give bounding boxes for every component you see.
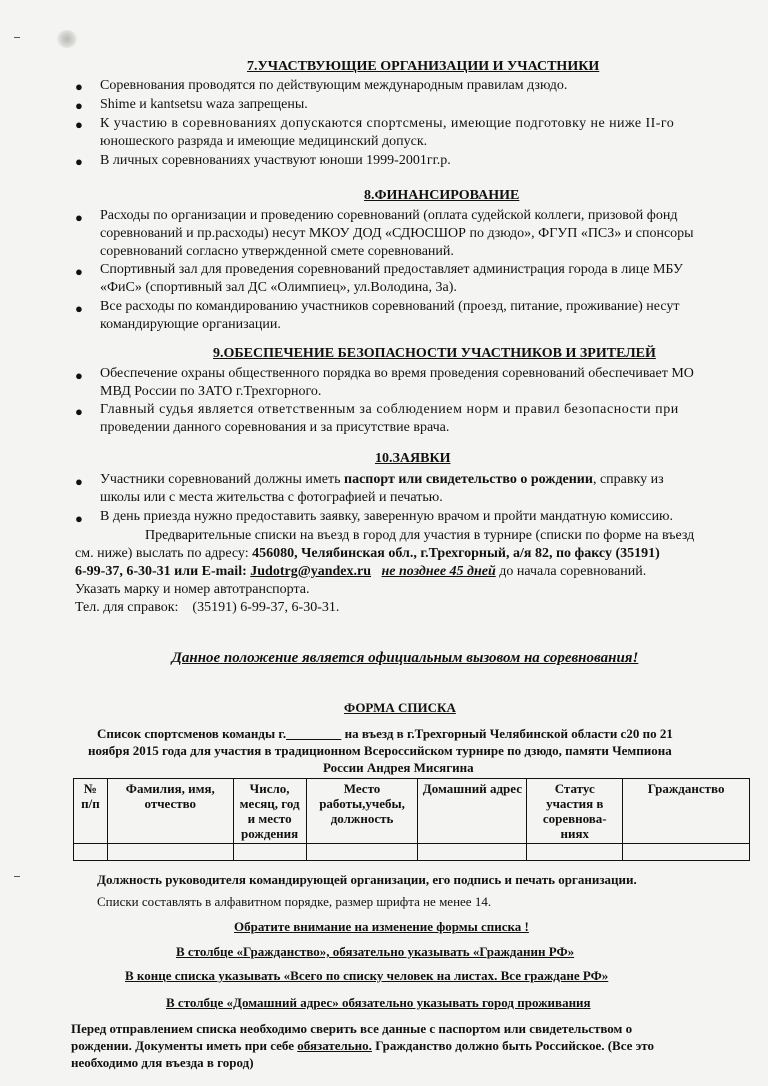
participant-list-table bbox=[73, 778, 750, 861]
s7-item-2: Shime и kantsetsu waza запрещены. bbox=[100, 97, 308, 112]
s8-item-1-line-2: соревнований и пр.расходы) несут МКОУ ДОД «СДЮСШОР по дзюдо», ФГУП «ПСЗ» и спонсоры bbox=[100, 226, 694, 241]
table-row bbox=[74, 844, 750, 861]
form-intro-line-3: России Андрея Мисягина bbox=[323, 760, 474, 775]
bullet-icon: ● bbox=[75, 368, 83, 383]
alphabet-note: Списки составлять в алфавитном порядке, размер шрифта не менее 14. bbox=[97, 894, 492, 909]
col-header-birth: Число, месяц, год и место рождения bbox=[233, 779, 306, 844]
col-header-citizenship: Гражданство bbox=[623, 779, 750, 844]
col-header-work: Место работы,учебы, должность bbox=[306, 779, 418, 844]
bullet-icon: ● bbox=[75, 511, 83, 526]
s7-item-3-line-1: К участию в соревнованиях допускаются спортсмены, имеющие подготовку не ниже II-го bbox=[100, 116, 675, 131]
s8-item-3-line-2: командирующие организации. bbox=[100, 317, 281, 332]
table-cell bbox=[527, 844, 623, 861]
s10-item-2: В день приезда нужно предоставить заявку, заверенную врачом и пройти мандатную комиссию. bbox=[100, 509, 674, 524]
s8-item-1-line-3: соревнований согласно утвержденной смете соревнований. bbox=[100, 244, 454, 259]
s10-para-line-3: 6-99-37, 6-30-31 или E-mail: Judotrg@yandex.ru не позднее 45 дней до начала соревнований. bbox=[75, 564, 647, 579]
bullet-icon: ● bbox=[75, 404, 83, 419]
form-title: ФОРМА СПИСКА bbox=[344, 700, 456, 715]
s8-item-3-line-1: Все расходы по командированию участников соревнований (проезд, питание, проживание) несут bbox=[100, 299, 680, 314]
table-header-row bbox=[74, 779, 750, 844]
s10-item-1-line-1: Участники соревнований должны иметь паспорт или свидетельство о рождении, справку из bbox=[100, 472, 664, 487]
signature-note: Должность руководителя командирующей организации, его подпись и печать организации. bbox=[97, 872, 637, 887]
bullet-icon: ● bbox=[75, 98, 83, 113]
end-of-list-note: В конце списка указывать «Всего по списку человек на листах. Все граждане РФ» bbox=[125, 968, 609, 983]
col-header-address: Домашний адрес bbox=[418, 779, 527, 844]
attention-note: Обратите внимание на изменение формы списка ! bbox=[234, 919, 529, 934]
citizenship-note: В столбце «Гражданство», обязательно указывать «Гражданин РФ» bbox=[176, 944, 575, 959]
bullet-icon: ● bbox=[75, 117, 83, 132]
table-cell bbox=[306, 844, 418, 861]
phone-line: Тел. для справок: (35191) 6-99-37, 6-30-31. bbox=[75, 600, 340, 615]
table-cell bbox=[418, 844, 527, 861]
scan-smudge bbox=[56, 30, 78, 48]
section-7-title: 7.УЧАСТВУЮЩИЕ ОРГАНИЗАЦИИ И УЧАСТНИКИ bbox=[247, 59, 600, 74]
bullet-icon: ● bbox=[75, 474, 83, 489]
section-8-title: 8.ФИНАНСИРОВАНИЕ bbox=[364, 188, 520, 203]
email-link[interactable]: Judotrg@yandex.ru bbox=[250, 564, 372, 579]
bullet-icon: ● bbox=[75, 154, 83, 169]
s9-item-2-line-2: проведении данного соревнования и за присутствие врача. bbox=[100, 420, 450, 435]
form-intro-line-2: ноября 2015 года для участия в традиционном Всероссийском турнире по дзюдо, памяти Чемпиона bbox=[88, 743, 672, 758]
s9-item-1-line-2: МВД России по ЗАТО г.Трехгорного. bbox=[100, 384, 322, 399]
edge-mark bbox=[14, 876, 20, 877]
s7-item-1: Соревнования проводятся по действующим международным правилам дзюдо. bbox=[100, 78, 568, 93]
col-header-status: Статус участия в соревнова-ниях bbox=[527, 779, 623, 844]
form-intro-line-1: Список спортсменов команды г. на въезд в г.Трехгорный Челябинской области с20 по 21 bbox=[97, 726, 673, 741]
s7-item-4: В личных соревнованиях участвуют юноши 1999-2001гг.р. bbox=[100, 153, 451, 168]
s9-item-2-line-1: Главный судья является ответственным за соблюдением норм и правил безопасности при bbox=[100, 402, 679, 417]
s10-para-line-2: см. ниже) выслать по адресу: 456080, Челябинская обл., г.Трехгорный, а/я 82, по факсу (35191) bbox=[75, 546, 660, 561]
s8-item-1-line-1: Расходы по организации и проведению соревнований (оплата судейской коллеги, призовой фонд bbox=[100, 208, 678, 223]
official-call: Данное положение является официальным вызовом на соревнования! bbox=[171, 650, 639, 666]
col-header-name: Фамилия, имя, отчество bbox=[107, 779, 233, 844]
bullet-icon: ● bbox=[75, 79, 83, 94]
section-9-title: 9.ОБЕСПЕЧЕНИЕ БЕЗОПАСНОСТИ УЧАСТНИКОВ И ЗРИТЕЛЕЙ bbox=[213, 346, 656, 361]
s7-item-3-line-2: юношеского разряда и имеющие медицинский допуск. bbox=[100, 134, 428, 149]
s8-item-2-line-2: «ФиС» (спортивный зал ДС «Олимпиец», ул.Володина, 3а). bbox=[100, 280, 457, 295]
edge-mark bbox=[14, 37, 20, 38]
bullet-icon: ● bbox=[75, 264, 83, 279]
final-note-line-1: Перед отправлением списка необходимо сверить все данные с паспортом или свидетельством о bbox=[71, 1021, 633, 1036]
s10-item-1-line-2: школы или с места жительства с фотографией и печатью. bbox=[100, 490, 443, 505]
final-note-line-3: необходимо для въезда в город) bbox=[71, 1055, 254, 1070]
table-cell bbox=[233, 844, 306, 861]
address-note: В столбце «Домашний адрес» обязательно указывать город проживания bbox=[166, 995, 591, 1010]
final-note-line-2: рождении. Документы иметь при себе обязательно. Гражданство должно быть Российское. (Все это bbox=[71, 1038, 655, 1053]
bullet-icon: ● bbox=[75, 301, 83, 316]
table-cell bbox=[623, 844, 750, 861]
s8-item-2-line-1: Спортивный зал для проведения соревнований предоставляет администрация города в лице МБУ bbox=[100, 262, 683, 277]
s9-item-1-line-1: Обеспечение охраны общественного порядка во время проведения соревнований обеспечивает МО bbox=[100, 366, 694, 381]
section-10-title: 10.ЗАЯВКИ bbox=[375, 451, 451, 466]
s10-para-line-1: Предварительные списки на въезд в город для участия в турнире (списки по форме на въезд bbox=[145, 528, 695, 543]
table-cell bbox=[74, 844, 108, 861]
table-cell bbox=[107, 844, 233, 861]
s10-para-line-4: Указать марку и номер автотранспорта. bbox=[75, 582, 310, 597]
col-header-number: № п/п bbox=[74, 779, 108, 844]
bullet-icon: ● bbox=[75, 210, 83, 225]
